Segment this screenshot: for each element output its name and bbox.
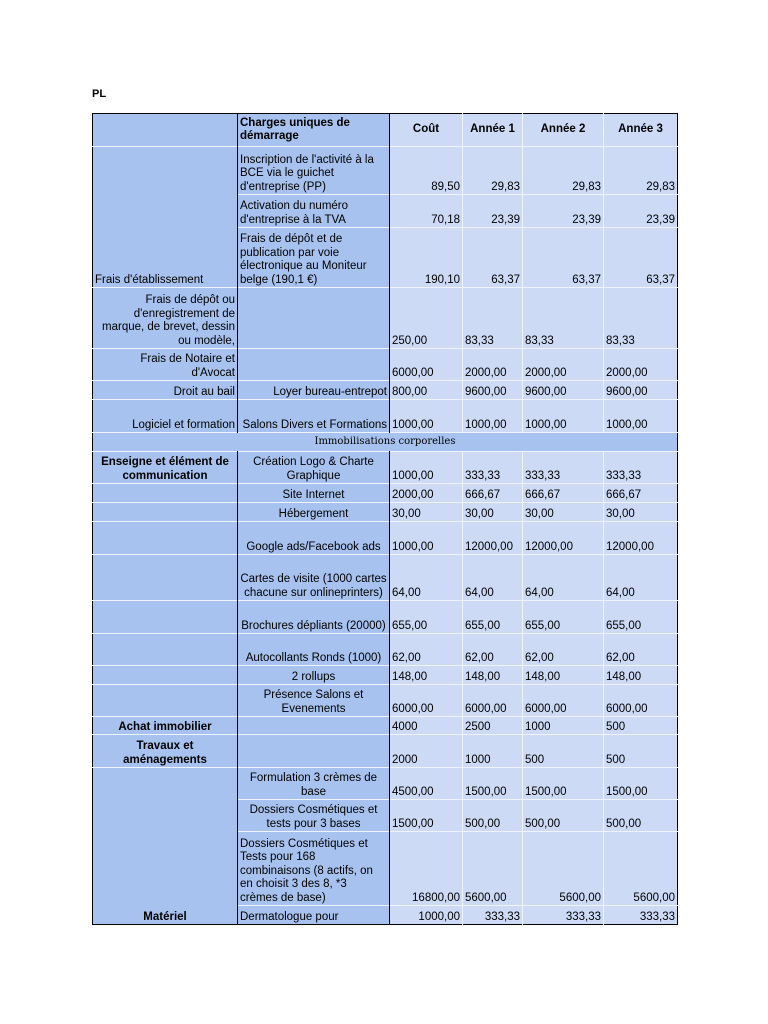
category-cell — [93, 503, 238, 522]
charge-cell: Dossiers Cosmétiques et tests pour 3 bases — [238, 800, 390, 832]
annee2-cell: 64,00 — [523, 555, 604, 601]
cout-cell: 30,00 — [390, 503, 463, 522]
cout-cell: 1000,00 — [390, 906, 463, 925]
annee1-cell: 1500,00 — [463, 768, 523, 800]
category-cell — [93, 522, 238, 555]
charge-cell: Site Internet — [238, 484, 390, 503]
annee3-cell: 30,00 — [604, 503, 678, 522]
header-annee-3: Année 3 — [604, 114, 678, 147]
annee1-cell: 655,00 — [463, 601, 523, 634]
table-row — [93, 735, 678, 768]
annee1-cell: 23,39 — [463, 195, 523, 228]
annee3-cell: 500 — [604, 735, 678, 768]
annee3-cell: 333,33 — [604, 906, 678, 925]
table-row — [93, 768, 678, 800]
category-cell: Frais de dépôt ou d'enregistrement de marque, de brevet, dessin ou modèle, — [93, 288, 238, 349]
annee3-cell: 62,00 — [604, 634, 678, 666]
annee2-cell: 29,83 — [523, 147, 604, 195]
category-cell: Achat immobilier — [93, 717, 238, 735]
cout-cell: 800,00 — [390, 381, 463, 400]
charge-cell — [238, 735, 390, 768]
annee1-cell: 500,00 — [463, 800, 523, 832]
cout-cell: 1000,00 — [390, 522, 463, 555]
annee3-cell: 655,00 — [604, 601, 678, 634]
annee3-cell: 1500,00 — [604, 768, 678, 800]
cout-cell: 62,00 — [390, 634, 463, 666]
charge-cell — [238, 288, 390, 349]
annee3-cell: 9600,00 — [604, 381, 678, 400]
charge-cell: Présence Salons et Evenements — [238, 685, 390, 717]
annee2-cell: 5600,00 — [523, 832, 604, 906]
category-cell — [93, 601, 238, 634]
annee2-cell: 63,37 — [523, 228, 604, 288]
page-label: PL — [92, 88, 107, 100]
annee3-cell: 148,00 — [604, 666, 678, 685]
header-charges: Charges uniques de démarrage — [238, 114, 390, 147]
table-row — [93, 381, 678, 400]
cout-cell: 148,00 — [390, 666, 463, 685]
annee1-cell: 12000,00 — [463, 522, 523, 555]
cout-cell: 250,00 — [390, 288, 463, 349]
charge-cell: Hébergement — [238, 503, 390, 522]
annee1-cell: 2000,00 — [463, 349, 523, 381]
category-cell: Frais d'établissement — [93, 147, 238, 288]
annee1-cell: 5600,00 — [463, 832, 523, 906]
annee3-cell: 2000,00 — [604, 349, 678, 381]
table-row — [93, 147, 678, 195]
table-row — [93, 503, 678, 522]
annee3-cell: 666,67 — [604, 484, 678, 503]
charge-cell: Inscription de l'activité à la BCE via le guichet d'entreprise (PP) — [238, 147, 390, 195]
annee1-cell: 2500 — [463, 717, 523, 735]
header-cout: Coût — [390, 114, 463, 147]
cout-cell: 1000,00 — [390, 400, 463, 433]
charge-cell: Dossiers Cosmétiques et Tests pour 168 combinaisons (8 actifs, on en choisit 3 des 8, *3 crèmes de base) — [238, 832, 390, 906]
cout-cell: 1000,00 — [390, 452, 463, 484]
table-row — [93, 685, 678, 717]
annee3-cell: 6000,00 — [604, 685, 678, 717]
annee1-cell: 333,33 — [463, 906, 523, 925]
annee2-cell: 666,67 — [523, 484, 604, 503]
table-row — [93, 634, 678, 666]
annee2-cell: 2000,00 — [523, 349, 604, 381]
annee2-cell: 23,39 — [523, 195, 604, 228]
annee2-cell: 12000,00 — [523, 522, 604, 555]
annee2-cell: 62,00 — [523, 634, 604, 666]
section-label: Immobilisations corporelles — [93, 433, 678, 452]
annee3-cell: 83,33 — [604, 288, 678, 349]
annee2-cell: 655,00 — [523, 601, 604, 634]
annee3-cell: 5600,00 — [604, 832, 678, 906]
category-cell: Droit au bail — [93, 381, 238, 400]
table-row — [93, 349, 678, 381]
table-row — [93, 452, 678, 484]
cout-cell: 2000,00 — [390, 484, 463, 503]
charge-cell: Activation du numéro d'entreprise à la TVA — [238, 195, 390, 228]
annee2-cell: 1000 — [523, 717, 604, 735]
charge-cell: Dermatologue pour — [238, 906, 390, 925]
cout-cell: 4000 — [390, 717, 463, 735]
annee3-cell: 500,00 — [604, 800, 678, 832]
annee1-cell: 62,00 — [463, 634, 523, 666]
table-row — [93, 400, 678, 433]
category-cell — [93, 634, 238, 666]
cout-cell: 70,18 — [390, 195, 463, 228]
annee1-cell: 1000 — [463, 735, 523, 768]
charge-cell: Brochures dépliants (20000) — [238, 601, 390, 634]
category-cell — [93, 484, 238, 503]
header-category — [93, 114, 238, 147]
cout-cell: 16800,00 — [390, 832, 463, 906]
category-cell: Enseigne et élément de communication — [93, 452, 238, 484]
table-row — [93, 522, 678, 555]
charge-cell: Création Logo & Charte Graphique — [238, 452, 390, 484]
category-cell: Travaux et aménagements — [93, 735, 238, 768]
category-cell: Logiciel et formation — [93, 400, 238, 433]
cout-cell: 89,50 — [390, 147, 463, 195]
annee2-cell: 500,00 — [523, 800, 604, 832]
table-row — [93, 288, 678, 349]
annee2-cell: 9600,00 — [523, 381, 604, 400]
annee2-cell: 83,33 — [523, 288, 604, 349]
header-row — [93, 114, 678, 147]
table-row — [93, 484, 678, 503]
annee2-cell: 500 — [523, 735, 604, 768]
table-row — [93, 666, 678, 685]
annee1-cell: 148,00 — [463, 666, 523, 685]
charge-cell: Frais de dépôt et de publication par voie électronique au Moniteur belge (190,1 €) — [238, 228, 390, 288]
annee2-cell: 148,00 — [523, 666, 604, 685]
annee3-cell: 500 — [604, 717, 678, 735]
annee3-cell: 333,33 — [604, 452, 678, 484]
annee2-cell: 333,33 — [523, 906, 604, 925]
section-row — [93, 433, 678, 452]
charge-cell: Google ads/Facebook ads — [238, 522, 390, 555]
table-row — [93, 717, 678, 735]
annee3-cell: 12000,00 — [604, 522, 678, 555]
annee2-cell: 30,00 — [523, 503, 604, 522]
annee1-cell: 666,67 — [463, 484, 523, 503]
annee1-cell: 64,00 — [463, 555, 523, 601]
annee1-cell: 30,00 — [463, 503, 523, 522]
annee1-cell: 333,33 — [463, 452, 523, 484]
cout-cell: 2000 — [390, 735, 463, 768]
annee1-cell: 1000,00 — [463, 400, 523, 433]
annee3-cell: 1000,00 — [604, 400, 678, 433]
charge-cell — [238, 349, 390, 381]
header-annee-1: Année 1 — [463, 114, 523, 147]
category-cell — [93, 666, 238, 685]
category-cell: Frais de Notaire et d'Avocat — [93, 349, 238, 381]
annee1-cell: 83,33 — [463, 288, 523, 349]
category-cell: Matériel — [93, 768, 238, 925]
annee2-cell: 333,33 — [523, 452, 604, 484]
header-annee-2: Année 2 — [523, 114, 604, 147]
charge-cell — [238, 717, 390, 735]
annee3-cell: 23,39 — [604, 195, 678, 228]
cout-cell: 190,10 — [390, 228, 463, 288]
annee2-cell: 1500,00 — [523, 768, 604, 800]
cout-cell: 64,00 — [390, 555, 463, 601]
annee3-cell: 63,37 — [604, 228, 678, 288]
table-row — [93, 601, 678, 634]
charge-cell: Salons Divers et Formations — [238, 400, 390, 433]
annee3-cell: 64,00 — [604, 555, 678, 601]
annee2-cell: 1000,00 — [523, 400, 604, 433]
charge-cell: Loyer bureau-entrepot — [238, 381, 390, 400]
budget-table — [92, 113, 678, 925]
charge-cell: Formulation 3 crèmes de base — [238, 768, 390, 800]
annee1-cell: 29,83 — [463, 147, 523, 195]
annee2-cell: 6000,00 — [523, 685, 604, 717]
table-row — [93, 555, 678, 601]
category-cell — [93, 685, 238, 717]
annee1-cell: 63,37 — [463, 228, 523, 288]
charge-cell: 2 rollups — [238, 666, 390, 685]
annee1-cell: 6000,00 — [463, 685, 523, 717]
cout-cell: 655,00 — [390, 601, 463, 634]
charge-cell: Autocollants Ronds (1000) — [238, 634, 390, 666]
cout-cell: 6000,00 — [390, 349, 463, 381]
cout-cell: 6000,00 — [390, 685, 463, 717]
cout-cell: 4500,00 — [390, 768, 463, 800]
cout-cell: 1500,00 — [390, 800, 463, 832]
annee3-cell: 29,83 — [604, 147, 678, 195]
category-cell — [93, 555, 238, 601]
charge-cell: Cartes de visite (1000 cartes chacune sur onlineprinters) — [238, 555, 390, 601]
annee1-cell: 9600,00 — [463, 381, 523, 400]
